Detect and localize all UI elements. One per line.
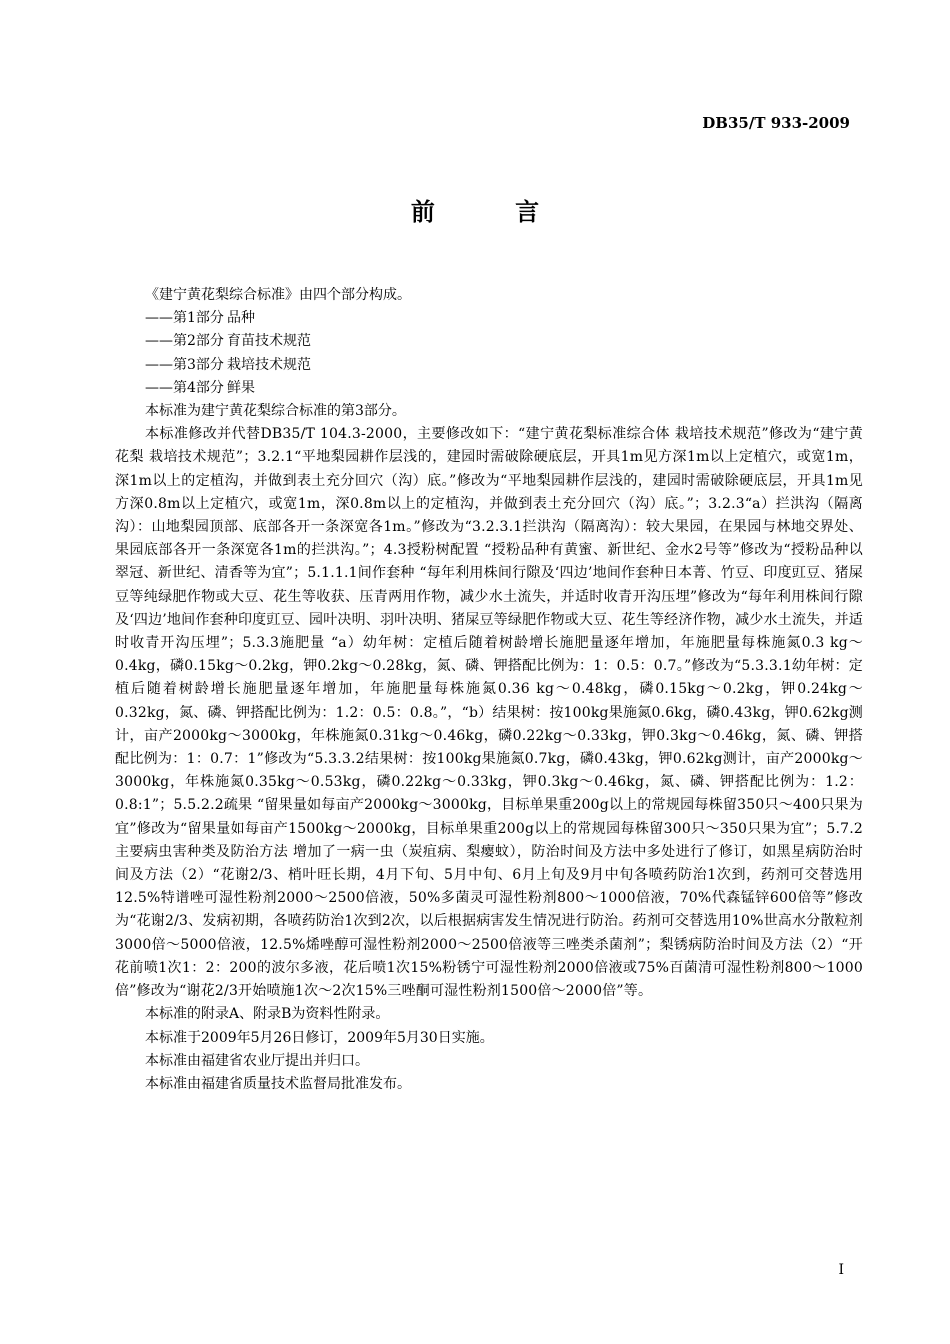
foreword-title: 前 言	[410, 198, 576, 226]
closing-paragraph: 本标准由福建省质量技术监督局批准发布。	[145, 1075, 411, 1092]
page-number: I	[838, 1262, 844, 1278]
part-number: ——第3部分	[145, 356, 224, 373]
closing-paragraph: 本标准的附录A、附录B为资料性附录。	[145, 1006, 390, 1023]
part-item	[115, 330, 863, 353]
intro-paragraph: 《建宁黄花梨综合标准》由四个部分构成。	[145, 287, 411, 303]
part-note-paragraph: 本标准为建宁黄花梨综合标准的第3部分。	[145, 403, 406, 420]
part-item	[115, 377, 863, 400]
part-item	[115, 354, 863, 377]
part-item	[115, 307, 863, 330]
foreword-body	[115, 284, 863, 1096]
closing-paragraph: 本标准由福建省农业厅提出并归口。	[145, 1052, 369, 1069]
modification-paragraph: 本标准修改并代替DB35/T 104.3-2000，主要修改如下：“建宁黄花梨标准综合体 栽培技术规范”修改为“建宁黄花梨 栽培技术规范”；3.2.1“平地梨园耕作层浅的，建园时需破除硬底层，开具1m见方深1m以上定植穴，或宽1m，深1m以上的定植沟，并做到表土充分回穴（沟）底。”修改为“平地梨园耕作层浅的，建园时需破除硬底层，开具1m见方深0.8m以上定植穴，或宽1m，深0.8m以上的定植沟，并做到表土充分回穴（沟）底。”；3.2.3“a）拦洪沟（隔离沟）：山地梨园顶部、底部各开一条深宽各1m。”修改为“3.2.3.1拦洪沟（隔离沟）：较大果园，在果园与林地交界处、果园底部各开一条深宽各1m的拦洪沟。”；4.3授粉树配置 “授粉品种有黄蜜、新世纪、金水2号等”修改为“授粉品种以翠冠、新世纪、清香等为宜”；5.1.1.1间作套种 “每年利用株间行隙及‘四边’地间作套种日本菁、竹豆、印度豇豆、猪屎豆等纯绿肥作物或大豆、花生等收获、压青两用作物，减少水土流失，并适时收青开沟压埋”修改为“每年利用株间行隙及‘四边’地间作套种印度豇豆、园叶决明、羽叶决明、猪屎豆等绿肥作物或大豆、花生等经济作物，减少水土流失，并适时收青开沟压埋”；5.3.3施肥量 “a）幼年树：定植后随着树龄增长施肥量逐年增加，年施肥量每株施氮0.3 kg～0.4kg，磷0.15kg～0.2kg，钾0.2kg～0.28kg，氮、磷、钾搭配比例为：1：0.5：0.7。”修改为“5.3.3.1幼年树：定植后随着树龄增长施肥量逐年增加，年施肥量每株施氮0.36 kg～0.48kg，磷0.15kg～0.2kg，钾0.24kg～0.32kg，氮、磷、钾搭配比例为：1.2：0.5：0.8。”，“b）结果树：按100kg果施氮0.6kg，磷0.43kg，钾0.62kg测计，亩产2000kg～3000kg，年株施氮0.31kg～0.46kg，磷0.22kg～0.33kg，钾0.3kg～0.46kg，氮、磷、钾搭配比例为：1：0.7：1”修改为“5.3.3.2结果树：按100kg果施氮0.7kg，磷0.43kg，钾0.62kg测计，亩产2000kg～3000kg，年株施氮0.35kg～0.53kg，磷0.22kg～0.33kg，钾0.3kg～0.46kg，氮、磷、钾搭配比例为：1.2：0.8:1”；5.5.2.2疏果 “留果量如每亩产2000kg～3000kg，目标单果重200g以上的常规园每株留350只～400只果为宜”修改为“留果量如每亩产1500kg～2000kg，目标单果重200g以上的常规园每株留300只～350只果为宜”；5.7.2主要病虫害种类及防治方法 增加了一病一虫（炭疽病、梨瘿蚊），防治时间及方法中多处进行了修订，如黑星病防治时间及方法（2）“花谢2/3、梢叶旺长期，4月下旬、5月中旬、6月上旬及9月中旬各喷药防治1次到，药剂可交替选用12.5%特谱唑可湿性粉剂2000～2500倍液，50%多菌灵可湿性粉剂800～1000倍液，70%代森锰锌600倍等”修改为“花谢2/3、发病初期，各喷药防治1次到2次，以后根据病害发生情况进行防治。药剂可交替选用10%世高水分散粒剂3000倍～5000倍液，12.5%烯唑醇可湿性粉剂2000～2500倍液等三唑类杀菌剂”；梨锈病防治时间及方法（2）“开花前喷1次1：2：200的波尔多液，花后喷1次15%粉锈宁可湿性粉剂2000倍液或75%百菌清可湿性粉剂800～1000倍”修改为“谢花2/3开始喷施1次～2次15%三唑酮可湿性粉剂1500倍～2000倍”等。	[115, 426, 863, 1000]
part-number: ——第2部分	[145, 333, 224, 350]
part-name: 鲜果	[227, 379, 255, 396]
document-code: DB35/T 933-2009	[702, 114, 850, 132]
part-name: 育苗技术规范	[227, 333, 311, 350]
part-number: ——第4部分	[145, 379, 224, 396]
part-name: 品种	[227, 310, 255, 327]
part-number: ——第1部分	[145, 310, 224, 327]
closing-paragraph: 本标准于2009年5月26日修订，2009年5月30日实施。	[145, 1029, 494, 1046]
part-name: 栽培技术规范	[227, 356, 311, 373]
